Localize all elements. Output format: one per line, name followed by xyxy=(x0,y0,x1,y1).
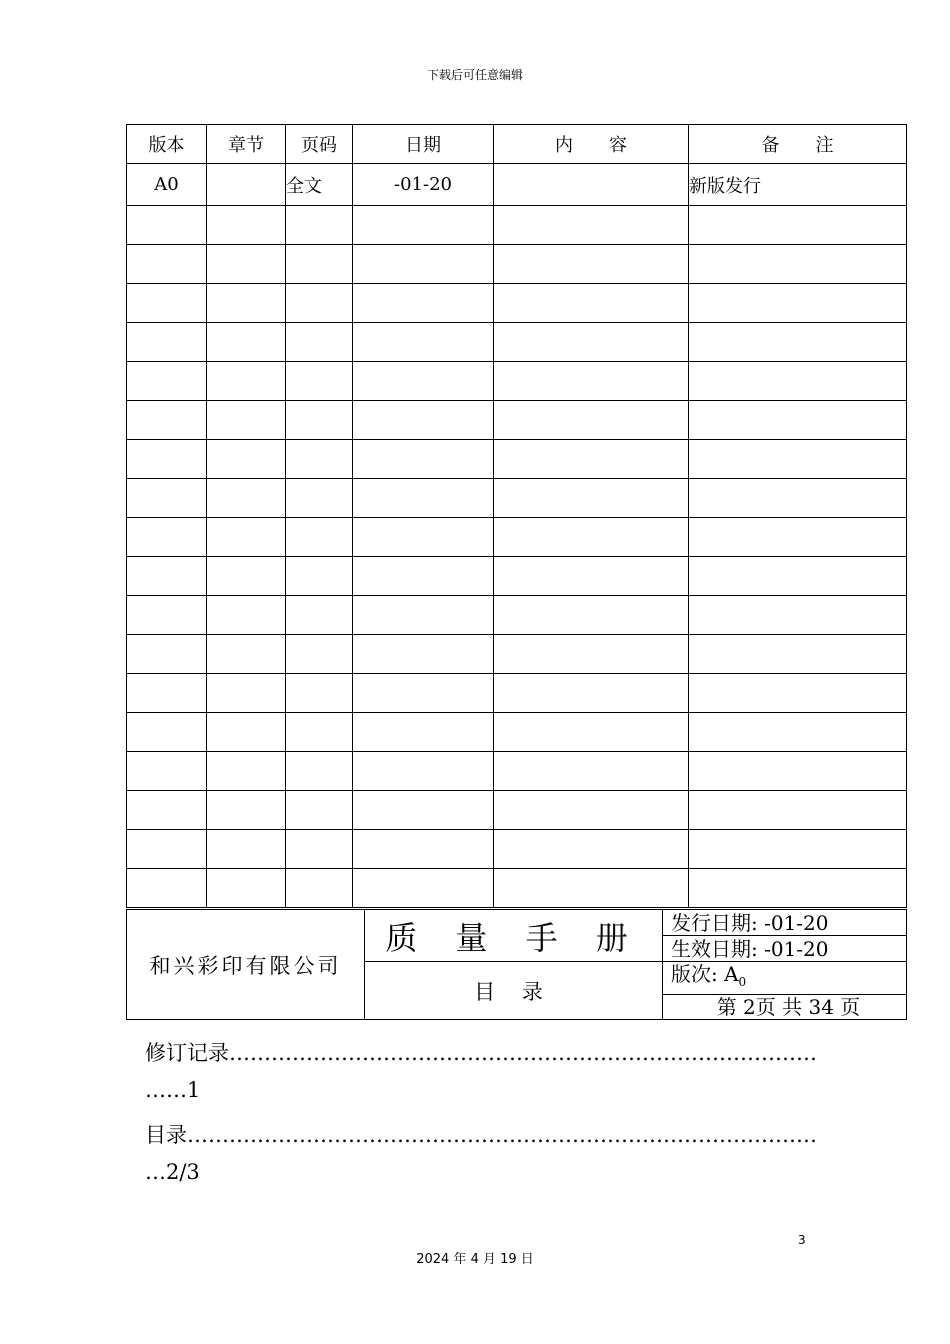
cell-page xyxy=(286,869,353,908)
table-row xyxy=(127,791,907,830)
table-row xyxy=(127,206,907,245)
page-number: 3 xyxy=(798,1233,806,1247)
cell-version xyxy=(127,791,207,830)
cell-date xyxy=(353,440,494,479)
cell-remark xyxy=(689,284,907,323)
cell-version xyxy=(127,713,207,752)
cell-content xyxy=(494,830,689,869)
cell-content xyxy=(494,596,689,635)
cell-content xyxy=(494,713,689,752)
cell-chapter xyxy=(207,635,286,674)
cell-remark xyxy=(689,245,907,284)
header-note: 下载后可任意编辑 xyxy=(426,68,523,82)
cell-chapter xyxy=(207,674,286,713)
cell-page xyxy=(286,557,353,596)
cell-content xyxy=(494,557,689,596)
cell-chapter xyxy=(207,323,286,362)
table-row xyxy=(127,557,907,596)
cell-content xyxy=(494,164,689,206)
cell-date xyxy=(353,830,494,869)
cell-date xyxy=(353,284,494,323)
effective-date: 生效日期: -01-20 xyxy=(663,936,907,962)
revision-table xyxy=(126,124,907,908)
col-header-date: 日期 xyxy=(353,125,494,164)
cell-date xyxy=(353,674,494,713)
cell-date xyxy=(353,479,494,518)
cell-version xyxy=(127,557,207,596)
cell-content xyxy=(494,323,689,362)
cell-remark xyxy=(689,323,907,362)
col-header-version: 版本 xyxy=(127,125,207,164)
cell-content xyxy=(494,440,689,479)
cell-content xyxy=(494,362,689,401)
cell-remark xyxy=(689,752,907,791)
table-row xyxy=(127,479,907,518)
cell-version xyxy=(127,830,207,869)
cell-chapter xyxy=(207,752,286,791)
cell-version xyxy=(127,362,207,401)
cell-remark xyxy=(689,713,907,752)
table-row xyxy=(127,830,907,869)
toc-entry-revision: 修订记录………………………………………………………………………… xyxy=(145,1041,817,1065)
cell-page xyxy=(286,674,353,713)
cell-page xyxy=(286,791,353,830)
cell-remark xyxy=(689,206,907,245)
table-row xyxy=(127,752,907,791)
table-row xyxy=(127,440,907,479)
cell-chapter xyxy=(207,791,286,830)
cell-date xyxy=(353,518,494,557)
version-info xyxy=(663,962,907,995)
col-header-page: 页码 xyxy=(286,125,353,164)
cell-remark xyxy=(689,362,907,401)
cell-content xyxy=(494,674,689,713)
cell-page xyxy=(286,245,353,284)
footer-date: 2024 年 4 月 19 日 xyxy=(416,1252,534,1267)
table-row xyxy=(127,635,907,674)
cell-remark xyxy=(689,869,907,908)
cell-content xyxy=(494,401,689,440)
cell-content xyxy=(494,245,689,284)
document-footer-block xyxy=(126,909,907,1020)
cell-remark xyxy=(689,401,907,440)
cell-page xyxy=(286,323,353,362)
cell-date xyxy=(353,362,494,401)
cell-version xyxy=(127,752,207,791)
cell-chapter xyxy=(207,284,286,323)
table-row xyxy=(127,869,907,908)
cell-date xyxy=(353,206,494,245)
cell-version xyxy=(127,284,207,323)
col-header-content: 内 容 xyxy=(494,125,689,164)
cell-version xyxy=(127,518,207,557)
cell-chapter xyxy=(207,518,286,557)
cell-date xyxy=(353,401,494,440)
cell-remark xyxy=(689,635,907,674)
cell-version xyxy=(127,635,207,674)
manual-title: 质 量 手 册 xyxy=(365,910,663,962)
cell-version xyxy=(127,596,207,635)
cell-date xyxy=(353,791,494,830)
cell-remark xyxy=(689,830,907,869)
cell-content xyxy=(494,791,689,830)
cell-content xyxy=(494,869,689,908)
cell-chapter xyxy=(207,830,286,869)
cell-date xyxy=(353,869,494,908)
col-header-remark: 备 注 xyxy=(689,125,907,164)
cell-chapter xyxy=(207,479,286,518)
cell-content xyxy=(494,752,689,791)
section-title: 目 录 xyxy=(365,962,663,1020)
cell-chapter xyxy=(207,401,286,440)
table-row xyxy=(127,674,907,713)
cell-page xyxy=(286,401,353,440)
cell-page xyxy=(286,635,353,674)
cell-page xyxy=(286,752,353,791)
table-row xyxy=(127,284,907,323)
cell-chapter xyxy=(207,245,286,284)
cell-version xyxy=(127,401,207,440)
toc-entry-contents: 目录……………………………………………………………………………… xyxy=(145,1123,817,1147)
table-row xyxy=(127,713,907,752)
cell-version xyxy=(127,440,207,479)
cell-date xyxy=(353,557,494,596)
cell-date xyxy=(353,635,494,674)
table-row xyxy=(127,596,907,635)
toc-entry-contents-page: …2/3 xyxy=(145,1160,200,1184)
cell-remark: 新版发行 xyxy=(689,164,907,206)
cell-page xyxy=(286,284,353,323)
cell-chapter xyxy=(207,596,286,635)
table-row xyxy=(127,245,907,284)
cell-page xyxy=(286,713,353,752)
cell-content xyxy=(494,206,689,245)
cell-version xyxy=(127,869,207,908)
cell-chapter xyxy=(207,206,286,245)
cell-page xyxy=(286,206,353,245)
cell-remark xyxy=(689,674,907,713)
cell-chapter xyxy=(207,869,286,908)
cell-date xyxy=(353,323,494,362)
cell-chapter xyxy=(207,362,286,401)
cell-page xyxy=(286,596,353,635)
cell-date xyxy=(353,713,494,752)
cell-remark xyxy=(689,557,907,596)
issue-date: 发行日期: -01-20 xyxy=(663,910,907,936)
table-row xyxy=(127,362,907,401)
cell-page xyxy=(286,518,353,557)
cell-page xyxy=(286,830,353,869)
cell-content xyxy=(494,635,689,674)
cell-date xyxy=(353,245,494,284)
table-row xyxy=(127,323,907,362)
cell-chapter xyxy=(207,440,286,479)
cell-version xyxy=(127,206,207,245)
version-subscript: 0 xyxy=(738,975,747,989)
cell-content xyxy=(494,518,689,557)
col-header-chapter: 章节 xyxy=(207,125,286,164)
company-name: 和兴彩印有限公司 xyxy=(127,910,365,1020)
cell-page xyxy=(286,479,353,518)
cell-remark xyxy=(689,596,907,635)
cell-page xyxy=(286,440,353,479)
version-label: 版次: A xyxy=(671,962,739,986)
cell-version xyxy=(127,323,207,362)
cell-version xyxy=(127,245,207,284)
cell-version: A0 xyxy=(127,164,207,206)
cell-version xyxy=(127,674,207,713)
toc-entry-revision-page: ……1 xyxy=(145,1078,201,1102)
cell-chapter xyxy=(207,713,286,752)
cell-chapter xyxy=(207,164,286,206)
cell-date: -01-20 xyxy=(353,164,494,206)
cell-remark xyxy=(689,440,907,479)
cell-date xyxy=(353,596,494,635)
table-header-row xyxy=(127,125,907,164)
cell-page: 全文 xyxy=(286,164,353,206)
cell-chapter xyxy=(207,557,286,596)
cell-content xyxy=(494,284,689,323)
cell-date xyxy=(353,752,494,791)
table-row xyxy=(127,164,907,206)
table-row xyxy=(127,518,907,557)
cell-remark xyxy=(689,479,907,518)
page-info: 第 2页 共 34 页 xyxy=(663,995,907,1020)
cell-page xyxy=(286,362,353,401)
cell-version xyxy=(127,479,207,518)
cell-remark xyxy=(689,518,907,557)
cell-content xyxy=(494,479,689,518)
cell-remark xyxy=(689,791,907,830)
table-row xyxy=(127,401,907,440)
